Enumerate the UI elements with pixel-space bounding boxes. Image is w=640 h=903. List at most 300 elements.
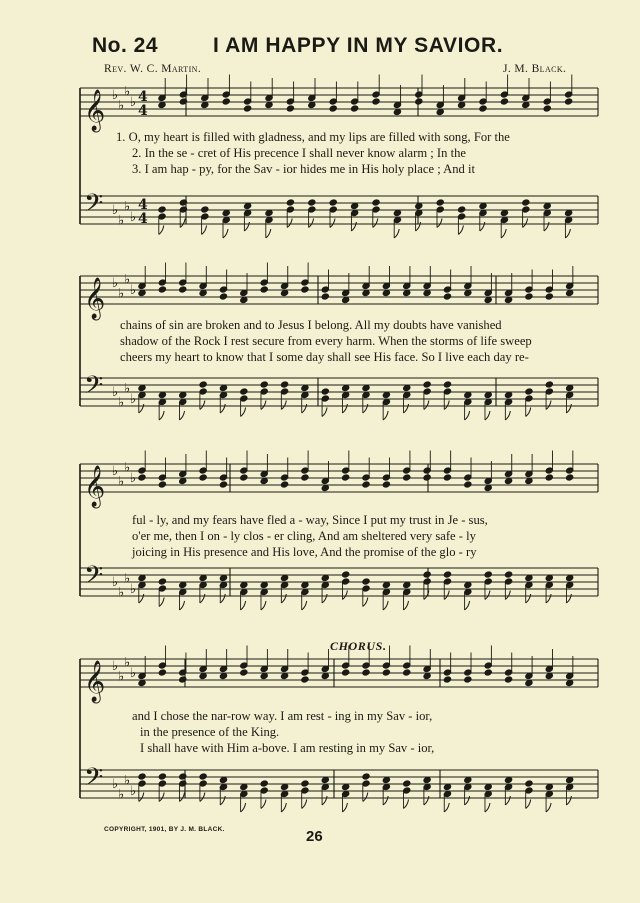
- note-flag: [266, 229, 271, 238]
- note-head: [286, 105, 294, 112]
- note-flag: [180, 411, 185, 420]
- note-head: [260, 286, 268, 293]
- note-head: [545, 474, 553, 481]
- note-head: [244, 105, 252, 112]
- note-head: [362, 773, 370, 780]
- hymn-title: I AM HAPPY IN MY SAVIOR.: [213, 34, 504, 57]
- flat-sign: ♭: [130, 666, 137, 681]
- note-flag: [180, 601, 185, 610]
- note-flag: [302, 404, 307, 413]
- bass-clef: 𝄢: [84, 561, 104, 596]
- flat-sign: ♭: [130, 582, 137, 597]
- note-head: [158, 286, 166, 293]
- flat-sign: ♭: [130, 95, 137, 110]
- note-head: [342, 571, 350, 578]
- note-head: [382, 581, 390, 588]
- note-head: [382, 669, 390, 676]
- note-head: [443, 474, 451, 481]
- note-head: [382, 289, 390, 296]
- note-flag: [546, 594, 551, 603]
- note-head: [260, 381, 268, 388]
- note-flag: [322, 408, 327, 417]
- note-head: [301, 676, 309, 683]
- note-flag: [241, 408, 246, 417]
- note-flag: [485, 803, 490, 812]
- flat-sign: ♭: [112, 203, 119, 218]
- flat-sign: ♭: [124, 655, 131, 671]
- note-head: [423, 381, 431, 388]
- note-head: [464, 676, 472, 683]
- note-flag: [480, 222, 485, 231]
- flat-sign: ♭: [112, 659, 119, 674]
- note-head: [484, 391, 492, 398]
- note-head: [566, 679, 574, 686]
- note-head: [308, 101, 316, 108]
- note-head: [138, 679, 146, 686]
- note-head: [321, 293, 329, 300]
- note-head: [342, 474, 350, 481]
- note-flag: [444, 591, 449, 600]
- note-head: [566, 384, 574, 391]
- note-flag: [220, 594, 225, 603]
- note-head: [280, 289, 288, 296]
- note-head: [464, 391, 472, 398]
- note-head: [321, 484, 329, 491]
- note-head: [415, 202, 423, 209]
- note-head: [158, 206, 166, 213]
- note-head: [342, 783, 350, 790]
- hymn-number: No. 24: [92, 34, 159, 57]
- note-head: [543, 105, 551, 112]
- note-flag: [220, 404, 225, 413]
- note-head: [500, 98, 508, 105]
- note-head: [219, 293, 227, 300]
- treble-clef: 𝄞: [84, 90, 106, 131]
- note-head: [201, 101, 209, 108]
- note-head: [138, 289, 146, 296]
- note-head: [351, 105, 359, 112]
- page-number: 26: [306, 828, 323, 845]
- note-head: [479, 202, 487, 209]
- note-flag: [404, 404, 409, 413]
- flat-sign: ♭: [118, 474, 125, 490]
- note-flag: [565, 229, 570, 238]
- note-head: [222, 98, 230, 105]
- flat-sign: ♭: [130, 283, 137, 298]
- composer-credit: J. M. Black.: [503, 63, 567, 75]
- note-flag: [546, 401, 551, 410]
- note-head: [382, 776, 390, 783]
- note-head: [179, 581, 187, 588]
- note-head: [138, 474, 146, 481]
- note-flag: [383, 601, 388, 610]
- note-head: [504, 676, 512, 683]
- note-flag: [223, 229, 228, 238]
- note-head: [362, 384, 370, 391]
- note-head: [222, 209, 230, 216]
- note-flag: [287, 219, 292, 228]
- note-head: [199, 381, 207, 388]
- note-head: [199, 574, 207, 581]
- note-flag: [394, 229, 399, 238]
- note-head: [342, 296, 350, 303]
- chorus-heading: CHORUS.: [330, 639, 387, 653]
- note-head: [260, 477, 268, 484]
- note-head: [138, 773, 146, 780]
- note-head: [525, 780, 533, 787]
- note-flag: [261, 401, 266, 410]
- lyric-line: o'er me, then I on - ly clos - er cling, And am sheltered very safe - ly: [132, 529, 476, 543]
- note-head: [321, 672, 329, 679]
- note-head: [179, 286, 187, 293]
- note-head: [362, 289, 370, 296]
- note-flag: [465, 601, 470, 610]
- time-signature: 4: [138, 89, 148, 105]
- note-head: [458, 101, 466, 108]
- note-head: [321, 574, 329, 581]
- note-flag: [309, 219, 314, 228]
- note-head: [158, 391, 166, 398]
- note-head: [565, 98, 573, 105]
- note-flag: [505, 411, 510, 420]
- note-head: [522, 101, 530, 108]
- note-head: [372, 199, 380, 206]
- copyright-notice: COPYRIGHT, 1901, BY J. M. BLACK.: [104, 826, 225, 833]
- note-head: [545, 783, 553, 790]
- note-head: [265, 101, 273, 108]
- note-flag: [505, 591, 510, 600]
- note-head: [321, 776, 329, 783]
- note-flag: [444, 401, 449, 410]
- note-head: [436, 108, 444, 115]
- flat-sign: ♭: [124, 381, 131, 397]
- flat-sign: ♭: [118, 213, 125, 229]
- note-head: [443, 381, 451, 388]
- note-head: [545, 574, 553, 581]
- note-head: [403, 289, 411, 296]
- note-head: [240, 669, 248, 676]
- note-flag: [159, 411, 164, 420]
- note-flag: [241, 601, 246, 610]
- note-head: [464, 581, 472, 588]
- note-head: [301, 384, 309, 391]
- note-head: [280, 574, 288, 581]
- note-flag: [244, 222, 249, 231]
- note-head: [219, 481, 227, 488]
- note-head: [423, 776, 431, 783]
- note-flag: [383, 796, 388, 805]
- note-flag: [458, 226, 463, 235]
- note-flag: [281, 401, 286, 410]
- note-head: [566, 574, 574, 581]
- note-flag: [437, 219, 442, 228]
- note-head: [201, 206, 209, 213]
- flat-sign: ♭: [124, 571, 131, 587]
- note-head: [179, 391, 187, 398]
- flat-sign: ♭: [118, 286, 125, 302]
- note-flag: [485, 411, 490, 420]
- note-head: [372, 98, 380, 105]
- flat-sign: ♭: [112, 276, 119, 291]
- note-head: [342, 669, 350, 676]
- note-flag: [139, 404, 144, 413]
- note-flag: [322, 796, 327, 805]
- note-head: [403, 780, 411, 787]
- note-head: [158, 773, 166, 780]
- note-head: [329, 199, 337, 206]
- note-flag: [159, 793, 164, 802]
- note-head: [138, 574, 146, 581]
- note-head: [484, 484, 492, 491]
- note-head: [403, 474, 411, 481]
- note-flag: [363, 598, 368, 607]
- note-head: [260, 581, 268, 588]
- note-head: [504, 571, 512, 578]
- note-head: [484, 669, 492, 676]
- note-head: [219, 384, 227, 391]
- flat-sign: ♭: [118, 98, 125, 114]
- flat-sign: ♭: [112, 464, 119, 479]
- note-flag: [566, 796, 571, 805]
- note-head: [301, 286, 309, 293]
- note-head: [545, 293, 553, 300]
- note-flag: [465, 796, 470, 805]
- note-head: [158, 578, 166, 585]
- note-flag: [139, 594, 144, 603]
- note-flag: [363, 404, 368, 413]
- staff-lines: [80, 88, 598, 798]
- note-head: [301, 780, 309, 787]
- note-flag: [342, 803, 347, 812]
- flat-sign: ♭: [124, 84, 131, 100]
- note-head: [423, 474, 431, 481]
- author-credit: Rev. W. C. Martin.: [104, 63, 202, 75]
- note-head: [179, 773, 187, 780]
- note-head: [393, 209, 401, 216]
- bass-clef: 𝄢: [84, 371, 104, 406]
- note-flag: [544, 222, 549, 231]
- note-head: [479, 105, 487, 112]
- note-head: [329, 105, 337, 112]
- bass-clef: 𝄢: [84, 189, 104, 224]
- note-flag: [241, 803, 246, 812]
- note-flag: [159, 226, 164, 235]
- note-head: [443, 293, 451, 300]
- lyric-line: joicing in His presence and His love, And the promise of the glo - ry: [132, 545, 477, 559]
- bass-clef: 𝄢: [84, 763, 104, 798]
- note-head: [504, 391, 512, 398]
- time-signature: 4: [138, 197, 148, 213]
- note-flag: [281, 594, 286, 603]
- clefs: [84, 85, 148, 803]
- note-flag: [523, 219, 528, 228]
- note-head: [458, 206, 466, 213]
- note-head: [179, 477, 187, 484]
- note-flag: [302, 800, 307, 809]
- note-head: [566, 474, 574, 481]
- note-head: [543, 202, 551, 209]
- note-head: [286, 199, 294, 206]
- note-head: [525, 388, 533, 395]
- lyric-line: cheers my heart to know that I some day shall see His face. So I live each day re-: [120, 350, 529, 364]
- note-head: [240, 783, 248, 790]
- note-flag: [342, 591, 347, 600]
- note-head: [504, 477, 512, 484]
- lyric-line: 3. I am hap - py, for the Sav - ior hides me in His holy place ; And it: [132, 162, 475, 176]
- lyric-line: shadow of the Rock I rest secure from every harm. When the storms of life sweep: [120, 334, 532, 348]
- note-flag: [444, 803, 449, 812]
- note-head: [525, 679, 533, 686]
- note-head: [403, 581, 411, 588]
- flat-sign: ♭: [112, 575, 119, 590]
- lyric-line: and I chose the nar-row way. I am rest - ing in my Sav - ior,: [132, 709, 433, 723]
- note-flag: [526, 594, 531, 603]
- note-flag: [330, 219, 335, 228]
- flat-sign: ♭: [130, 471, 137, 486]
- note-flag: [200, 793, 205, 802]
- note-head: [443, 676, 451, 683]
- note-head: [525, 477, 533, 484]
- note-head: [265, 209, 273, 216]
- note-head: [219, 776, 227, 783]
- note-head: [423, 571, 431, 578]
- note-flag: [404, 601, 409, 610]
- note-flag: [200, 594, 205, 603]
- note-head: [301, 581, 309, 588]
- note-head: [464, 289, 472, 296]
- note-head: [362, 578, 370, 585]
- note-head: [484, 296, 492, 303]
- note-flag: [351, 222, 356, 231]
- note-head: [545, 381, 553, 388]
- flat-sign: ♭: [112, 777, 119, 792]
- flat-sign: ♭: [118, 395, 125, 411]
- note-head: [280, 481, 288, 488]
- note-flag: [180, 793, 185, 802]
- note-flag: [261, 601, 266, 610]
- note-head: [545, 672, 553, 679]
- note-head: [158, 481, 166, 488]
- note-head: [321, 388, 329, 395]
- flat-sign: ♭: [124, 460, 131, 476]
- flat-sign: ♭: [130, 784, 137, 799]
- note-head: [280, 783, 288, 790]
- lyric-line: 2. In the se - cret of His precence I shall never know alarm ; In the: [132, 146, 466, 160]
- note-head: [199, 672, 207, 679]
- flat-sign: ♭: [124, 272, 131, 288]
- flat-sign: ♭: [118, 669, 125, 685]
- note-heads: [138, 75, 574, 813]
- note-head: [415, 98, 423, 105]
- note-flag: [485, 591, 490, 600]
- note-head: [566, 289, 574, 296]
- note-head: [484, 783, 492, 790]
- note-flag: [159, 598, 164, 607]
- note-flag: [200, 401, 205, 410]
- note-head: [382, 481, 390, 488]
- flat-sign: ♭: [118, 787, 125, 803]
- note-flag: [220, 796, 225, 805]
- note-flag: [261, 800, 266, 809]
- note-flag: [180, 219, 185, 228]
- lyric-line: 1. O, my heart is filled with gladness, and my lips are filled with song, For the: [116, 130, 510, 144]
- lyric-line: in the presence of the King.: [140, 725, 280, 739]
- treble-clef: 𝄞: [84, 278, 106, 319]
- note-flag: [501, 229, 506, 238]
- note-flag: [373, 219, 378, 228]
- time-signature: 4: [138, 103, 148, 119]
- flat-sign: ♭: [118, 585, 125, 601]
- note-head: [260, 672, 268, 679]
- note-head: [382, 391, 390, 398]
- note-flag: [404, 800, 409, 809]
- note-head: [443, 783, 451, 790]
- note-flag: [302, 601, 307, 610]
- note-head: [362, 481, 370, 488]
- note-flag: [202, 226, 207, 235]
- note-head: [158, 669, 166, 676]
- note-flag: [526, 800, 531, 809]
- note-head: [423, 672, 431, 679]
- note-head: [240, 581, 248, 588]
- note-head: [240, 474, 248, 481]
- note-flag: [342, 404, 347, 413]
- flat-sign: ♭: [124, 773, 131, 789]
- note-flag: [424, 401, 429, 410]
- flat-sign: ♭: [112, 88, 119, 103]
- note-flag: [465, 411, 470, 420]
- note-flag: [505, 796, 510, 805]
- note-flag: [139, 793, 144, 802]
- note-head: [240, 296, 248, 303]
- note-head: [403, 384, 411, 391]
- note-head: [525, 293, 533, 300]
- note-flag: [281, 803, 286, 812]
- note-head: [199, 773, 207, 780]
- note-flag: [322, 594, 327, 603]
- treble-clef: 𝄞: [84, 661, 106, 702]
- note-head: [280, 672, 288, 679]
- note-head: [240, 388, 248, 395]
- note-head: [484, 571, 492, 578]
- note-head: [500, 209, 508, 216]
- note-head: [403, 669, 411, 676]
- note-head: [566, 776, 574, 783]
- note-head: [504, 296, 512, 303]
- lyric-line: ful - ly, and my fears have fled a - way, Since I put my trust in Je - sus,: [132, 513, 488, 527]
- note-head: [393, 108, 401, 115]
- note-flag: [383, 411, 388, 420]
- note-head: [280, 381, 288, 388]
- note-flag: [424, 796, 429, 805]
- flat-sign: ♭: [130, 210, 137, 225]
- note-head: [158, 101, 166, 108]
- note-head: [464, 481, 472, 488]
- note-head: [522, 199, 530, 206]
- note-head: [423, 289, 431, 296]
- lyric-line: chains of sin are broken and to Jesus I belong. All my doubts have vanished: [120, 318, 502, 332]
- note-head: [244, 202, 252, 209]
- flat-sign: ♭: [124, 199, 131, 215]
- treble-clef: 𝄞: [84, 466, 106, 507]
- lyric-line: I shall have with Him a-bove. I am resting in my Sav - ior,: [140, 741, 435, 755]
- flat-sign: ♭: [130, 392, 137, 407]
- note-head: [199, 289, 207, 296]
- note-head: [308, 199, 316, 206]
- note-head: [219, 672, 227, 679]
- note-head: [436, 199, 444, 206]
- note-flag: [566, 594, 571, 603]
